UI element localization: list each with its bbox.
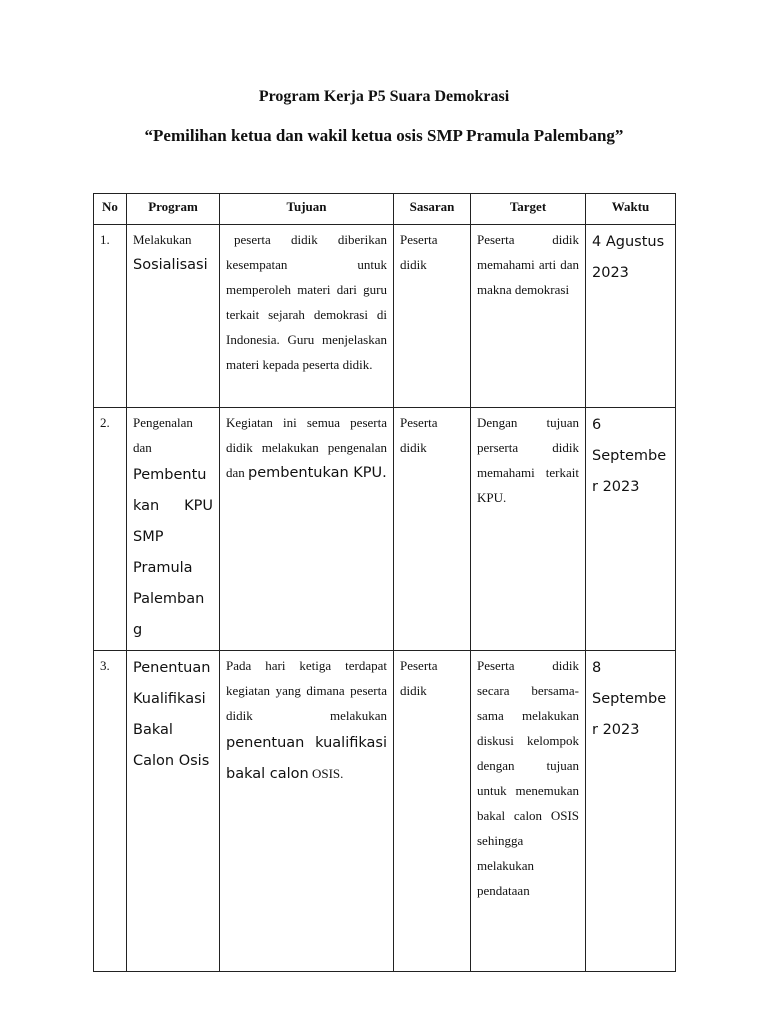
tujuan-text: Kegiatan ini semua peserta didik melakukan pengenalan dan [226,415,387,480]
table-header-row [94,194,676,225]
header-waktu: Waktu [586,194,676,225]
tujuan-text: pembentukan KPU. [248,465,387,481]
cell-program [127,408,220,651]
cell-tujuan [220,408,394,651]
tujuan-text: penentuan kualifikasi bakal calon [226,735,387,782]
cell-no: 2. [94,408,127,651]
header-program: Program [127,194,220,225]
document-title: Program Kerja P5 Suara Demokrasi [258,88,510,105]
cell-no: 1. [94,225,127,408]
cell-sasaran: Peserta didik [394,651,471,972]
table-row [94,651,676,972]
cell-no: 3. [94,651,127,972]
cell-target: Peserta didik secara bersama-sama melakukan diskusi kelompok dengan tujuan untuk menemukan bakal calon OSIS sehingga melakukan pendataan [471,651,586,972]
tujuan-text: Pada hari ketiga terdapat kegiatan yang dimana peserta didik melakukan [226,658,387,723]
cell-sasaran: Peserta didik [394,408,471,651]
header-no: No [94,194,127,225]
program-table [93,193,676,972]
cell-waktu: 6 September 2023 [586,408,676,651]
cell-tujuan: peserta didik diberikan kesempatan untuk memperoleh materi dari guru terkait sejarah demokrasi di Indonesia. Guru menjelaskan materi kepada peserta didik. [220,225,394,408]
cell-program [127,225,220,408]
document-subtitle: “Pemilihan ketua dan wakil ketua osis SMP Pramula Palembang” [144,126,624,145]
table-row [94,225,676,408]
cell-target: Dengan tujuan perserta didik memahami terkait KPU. [471,408,586,651]
program-text: Sosialisasi [133,257,208,273]
program-text: Pengenalan dan [133,415,193,455]
tujuan-text: OSIS. [311,766,344,781]
cell-program: Penentuan Kualifikasi Bakal Calon Osis [127,651,220,972]
cell-sasaran: Peserta didik [394,225,471,408]
header-tujuan: Tujuan [220,194,394,225]
cell-target: Peserta didik memahami arti dan makna demokrasi [471,225,586,408]
program-text: Pembentukan KPU SMP Pramula Palembang [133,467,213,638]
cell-waktu: 4 Agustus 2023 [586,225,676,408]
cell-waktu: 8 September 2023 [586,651,676,972]
table-row [94,408,676,651]
cell-tujuan [220,651,394,972]
program-text: Melakukan [133,232,192,247]
header-target: Target [471,194,586,225]
header-sasaran: Sasaran [394,194,471,225]
